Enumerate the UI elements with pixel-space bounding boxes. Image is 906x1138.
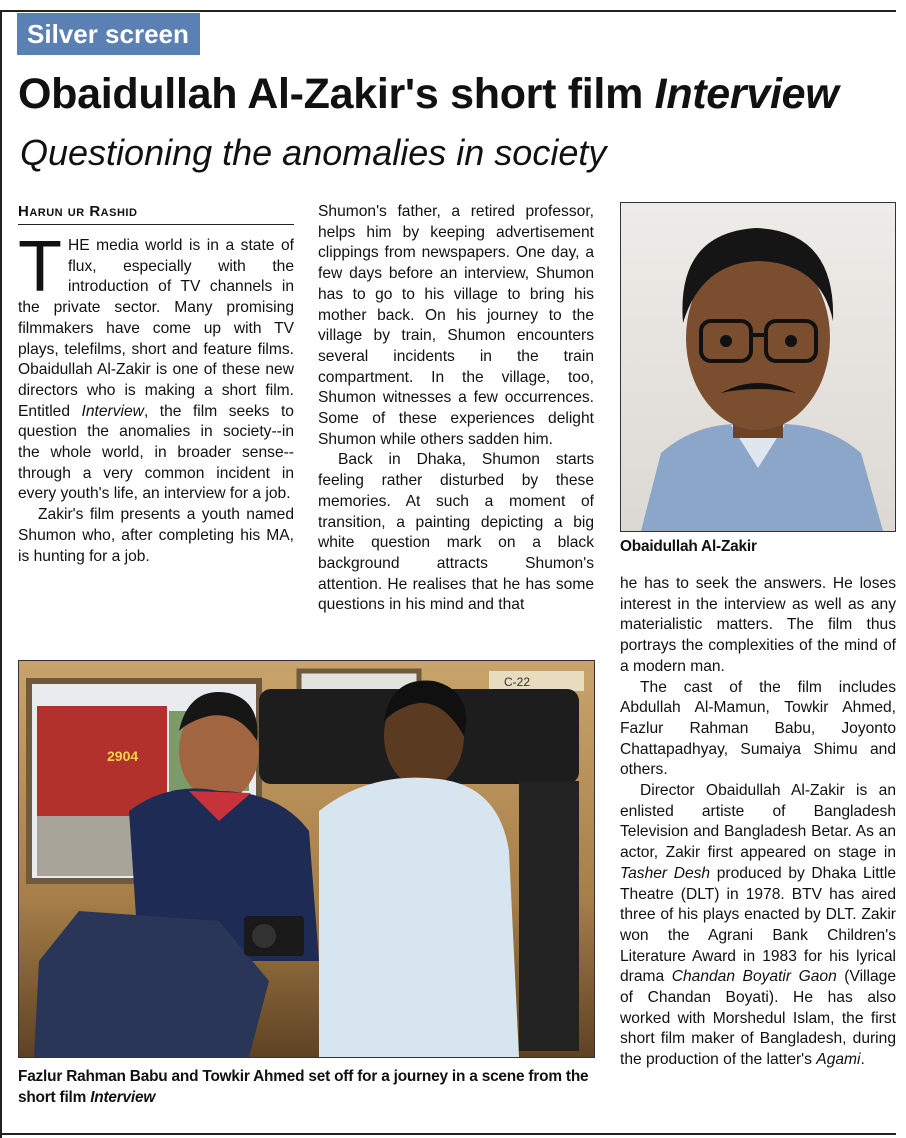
paragraph: Shumon's father, a retired professor, helps him by keeping advertisement clippings from newspapers. One day, a few days before an interview, Shumon has to go to his village to bring his mother back. On his journey to the village by train, Shumon encounters several incidents in the train compartment. In the village, too, Shumon witnesses a few occurrences. Some of these experiences delight Shumon while others sadden him. bbox=[318, 203, 594, 448]
drop-cap: T bbox=[18, 227, 62, 307]
portrait-photo bbox=[620, 202, 896, 532]
scene-illustration bbox=[19, 661, 594, 1057]
paragraph: Back in Dhaka, Shumon starts feeling rather disturbed by these memories. At such a moment of transition, a painting depicting a big white question mark on a black background attracts Shumon's attention. He realises that he has some questions in his mind and that bbox=[318, 451, 594, 614]
portrait-caption: Obaidullah Al-Zakir bbox=[620, 538, 757, 555]
text: , the film seeks to question the anomalies in society--in the whole world, in broader sense--through a very common incident in every youth's life, an interview for a job. bbox=[18, 402, 294, 503]
caption-film-title: Interview bbox=[90, 1089, 156, 1106]
film-title: Interview bbox=[81, 402, 144, 420]
portrait-illustration bbox=[621, 203, 895, 531]
bottom-rule bbox=[0, 1133, 896, 1135]
paragraph: Zakir's film presents a youth named Shumon who, after completing his MA, is hunting for a job. bbox=[18, 506, 294, 565]
text: produced by Dhaka Little Theatre (DLT) in 1978. BTV has aired three of his plays enacted by DLT. Zakir won the Agrani Bank Children's Literature Award in 1983 for his lyrical drama bbox=[620, 864, 896, 986]
compartment-sign: C-22 bbox=[504, 675, 531, 689]
play-title: Tasher Desh bbox=[620, 864, 711, 882]
film-title: Agami bbox=[816, 1051, 861, 1069]
left-rule bbox=[0, 10, 2, 1138]
paragraph bbox=[18, 227, 294, 505]
section-tag: Silver screen bbox=[17, 13, 200, 55]
article-column-2 bbox=[318, 202, 594, 616]
caption-text: Fazlur Rahman Babu and Towkir Ahmed set off for a journey in a scene from the short film bbox=[18, 1068, 589, 1106]
bus-number: 2904 bbox=[107, 748, 139, 764]
text: (Village of Chandan Boyati). He has also worked with Morshedul Islam, the first short film maker of Bangladesh, during the production of the latter's bbox=[620, 968, 896, 1069]
headline-main: Obaidullah Al-Zakir's short film bbox=[18, 70, 644, 118]
subheadline: Questioning the anomalies in society bbox=[20, 132, 607, 173]
film-scene-photo bbox=[18, 660, 595, 1058]
article-column-3 bbox=[620, 574, 896, 1071]
top-rule bbox=[0, 10, 896, 12]
byline bbox=[18, 203, 294, 225]
paragraph: The cast of the film includes Abdullah Al-Mamun, Towkir Ahmed, Fazlur Rahman Babu, Joyonto Chattapadhyay, Sumaiya Shimu and others. bbox=[620, 678, 896, 779]
drama-title: Chandan Boyatir Gaon bbox=[671, 968, 837, 986]
byline-text: Harun ur Rashid bbox=[18, 203, 138, 220]
article-column-1 bbox=[18, 227, 294, 567]
text: Director Obaidullah Al-Zakir is an enlisted artiste of Bangladesh Television and Bangladesh Betar. As an actor, Zakir first appeared on stage in bbox=[620, 782, 896, 862]
headline bbox=[18, 66, 888, 122]
paragraph: he has to seek the answers. He loses interest in the interview as well as any materialistic matters. The film thus portrays the complexities of the mind of a modern man. bbox=[620, 575, 896, 675]
scene-caption bbox=[18, 1066, 598, 1108]
headline-italic: Interview bbox=[654, 70, 839, 118]
text: HE media world is in a state of flux, especially with the introduction of TV channels in the private sector. Many promising filmmakers have come up with TV plays, telefilms, short and feature films. Obaidullah Al-Zakir is one of these new directors who is making a short film. Entitled bbox=[18, 237, 294, 420]
paragraph bbox=[620, 781, 896, 1071]
text: . bbox=[860, 1051, 865, 1069]
